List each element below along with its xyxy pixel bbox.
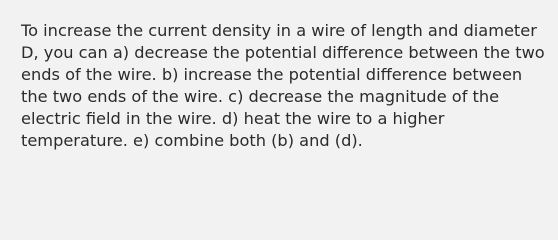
question-text: To increase the current density in a wire of length and diameter D, you can a) decrease the potential difference between the two ends of the wire. b) increase the potential difference between the two ends of the wire. c) decrease the magnitude of the electric field in the wire. d) heat the wire to a higher temperature. e) combine both (b) and (d). bbox=[21, 21, 545, 150]
